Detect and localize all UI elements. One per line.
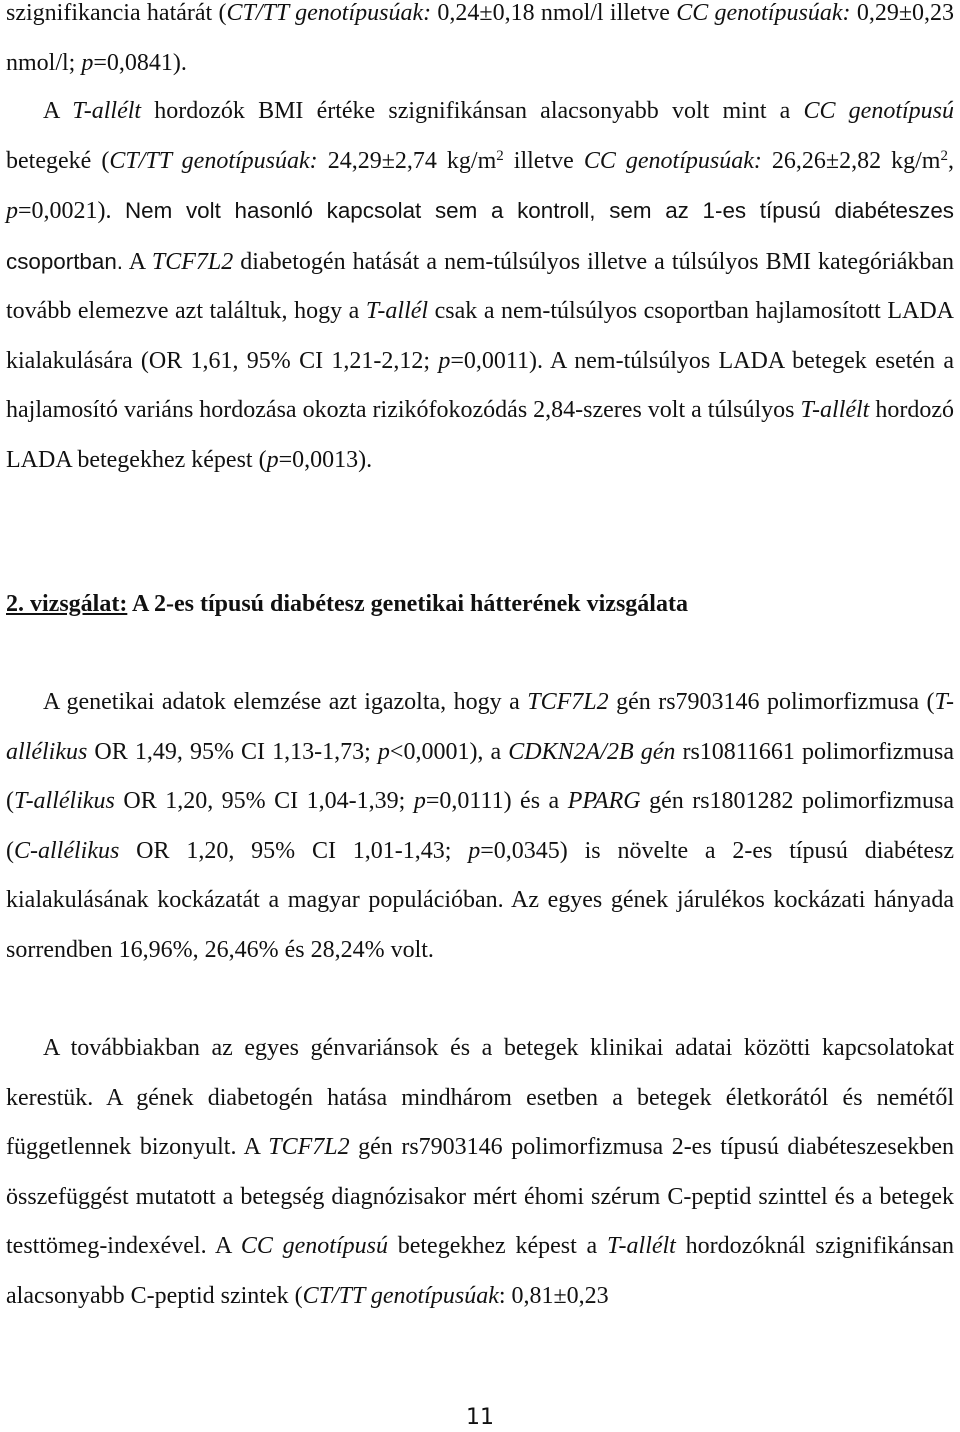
text-run: =0,0021). <box>18 198 126 224</box>
text-run: , <box>947 147 954 174</box>
text-run: T-allélikus <box>6 689 954 765</box>
paragraph-2 <box>6 87 954 485</box>
text-run: <0,0001), a <box>389 738 509 765</box>
page-number: 11 <box>466 1405 494 1430</box>
text-run: CC genotípusú <box>803 98 955 124</box>
text-run: 0,29±0,23 nmol/l; <box>6 0 955 76</box>
text-run: CC genotípusú <box>240 1233 388 1259</box>
text-run: =0,0841). <box>93 49 187 76</box>
text-run: p <box>6 198 18 224</box>
text-run: 0,24±0,18 nmol/l illetve <box>431 0 677 26</box>
text-run: OR 1,49, 95% CI 1,13-1,73; <box>87 738 378 765</box>
text-run: rs10811661 polimorfizmusa ( <box>6 738 954 814</box>
text-run: 24,29±2,74 kg/m <box>317 147 497 174</box>
text-run: A továbbiakban az egyes génvariánsok és a betegek klinikai adatai közötti kapcsolatokat kerestük. A gének diabetogén hatása mindhárom esetben a betegek életkorától és nemétől függetlennek bizonyult. A <box>6 1035 954 1160</box>
text-run: p <box>468 837 481 864</box>
text-run: T-allél <box>365 298 429 324</box>
text-run: =0,0011). A nem-túlsúlyos LADA betegek esetén a hajlamosító variáns hordozása okozta rizikófokozódás 2,84-szeres volt a túlsúlyos <box>6 347 954 423</box>
text-run: diabetogén hatását a nem-túlsúlyos illetve a túlsúlyos BMI kategóriákban tovább elemezve azt találtuk, hogy a <box>6 248 954 324</box>
text-run: =0,0345) is növelte a 2-es típusú diabétesz kialakulásának kockázatát a magyar populációban. Az egyes gének járulékos kockázati hányada sorrendben 16,96%, 26,46% és 28,24% volt. <box>6 837 954 963</box>
text-run: gén rs1801282 polimorfizmusa ( <box>6 788 955 864</box>
text-run: OR 1,20, 95% CI 1,04-1,39; <box>114 788 414 814</box>
text-run: 26,26±2,82 kg/m <box>761 147 941 174</box>
paragraph-4 <box>6 1024 954 1321</box>
text-run: hordozóknál szignifikánsan alacsonyabb C-peptid szintek ( <box>6 1233 955 1309</box>
text-run: Nem volt hasonló kapcsolat sem a kontroll, sem az 1-es típusú diabéteszes csoportban. <box>6 198 954 274</box>
text-run: 2 <box>496 147 504 164</box>
text-run: =0,0111) és a <box>425 788 568 814</box>
text-run: T-allélt <box>800 397 870 423</box>
text-run: 2 <box>940 147 948 164</box>
text-run: CDKN2A/2B gén <box>508 738 676 765</box>
text-run: TCF7L2 <box>268 1134 350 1160</box>
text-run: hordozók BMI értéke szignifikánsan alacsonyabb volt mint a <box>141 98 804 124</box>
text-run: betegeké ( <box>6 147 110 174</box>
section-heading <box>6 582 954 626</box>
text-run: betegekhez képest a <box>387 1233 607 1259</box>
text-run: 2. vizsgálat: <box>6 591 128 617</box>
text-run: gén rs7903146 polimorfizmusa 2-es típusú diabéteszesekben összefüggést mutatott a betegség diagnózisakor mért éhomi szérum C-peptid szinttel és a betegek testtömeg-indexével. A <box>6 1134 955 1259</box>
text-run: CC genotípusúak: <box>583 147 762 174</box>
text-run: A 2-es típusú diabétesz genetikai hátterének vizsgálata <box>127 591 688 617</box>
text-run: CT/TT genotípusúak: <box>226 0 432 26</box>
paragraph-3 <box>6 678 954 975</box>
text-run: szignifikancia határát ( <box>6 0 227 26</box>
text-run: TCF7L2 <box>151 248 234 275</box>
text-run: p <box>266 446 279 473</box>
text-run: T-allélikus <box>14 788 115 814</box>
text-run: A genetikai adatok elemzése azt igazolta, hogy a <box>43 689 528 715</box>
text-run: p <box>377 738 390 765</box>
text-run: OR 1,20, 95% CI 1,01-1,43; <box>119 837 469 864</box>
paragraph-1 <box>6 0 954 88</box>
text-run: hordozó LADA betegekhez képest ( <box>6 397 955 473</box>
text-run: p <box>413 788 426 814</box>
text-run: A <box>123 248 152 275</box>
text-run: =0,0013). <box>278 446 373 473</box>
text-run: TCF7L2 <box>527 689 609 715</box>
text-run: PPARG <box>567 788 641 814</box>
text-run: A <box>43 98 73 124</box>
text-run: T-allélt <box>606 1233 676 1259</box>
text-run: : 0,81±0,23 <box>498 1282 609 1309</box>
text-run: T-allélt <box>72 98 142 124</box>
text-run: p <box>438 347 451 374</box>
text-run: gén rs7903146 polimorfizmusa ( <box>608 689 935 715</box>
text-run: csak a nem-túlsúlyos csoportban hajlamosított LADA kialakulására (OR 1,61, 95% CI 1,21-2,12; <box>6 298 954 374</box>
text-run: illetve <box>503 147 584 174</box>
text-run: CC genotípusúak: <box>676 0 851 26</box>
text-run: C-allélikus <box>14 837 120 864</box>
text-run: CT/TT genotípusúak: <box>109 147 318 174</box>
text-run: CT/TT genotípusúak <box>302 1282 499 1309</box>
text-run: p <box>81 49 94 76</box>
